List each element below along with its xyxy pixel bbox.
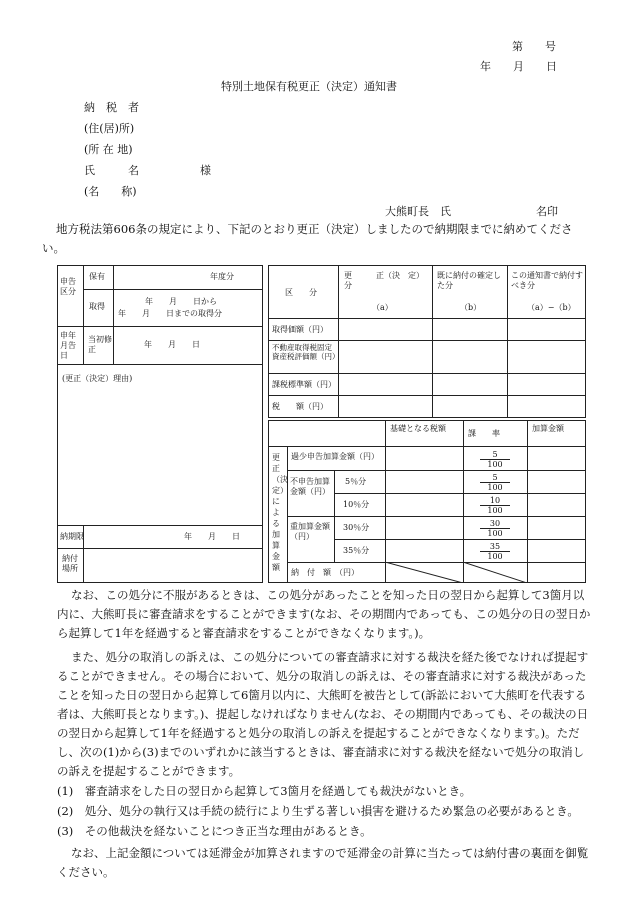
document-number: 第 号: [512, 40, 556, 53]
note-item-2: (2) 処分、処分の執行又は手続の続行により生ずる著しい損害を避けるため緊急の必要があるとき。: [57, 804, 579, 818]
declaration-type-label: 申告区分: [60, 277, 76, 296]
col-a-sub: （a）: [372, 303, 393, 312]
declared-date-label: 申年月告日: [60, 331, 76, 360]
under-declare-label: 過少申告加算金額（円）: [291, 452, 379, 461]
page-title: 特別土地保有税更正（決定）通知書: [221, 80, 397, 93]
location-label: (所 在 地): [84, 143, 133, 156]
issuer-mayor: 大熊町長 氏: [385, 205, 451, 218]
pct-30: 30％分: [343, 523, 370, 532]
col-c-sub: （a）−（b）: [527, 303, 576, 312]
penalty-table: [268, 420, 586, 583]
note-appeal: なお、この処分に不服があるときは、この処分があったことを知った日の翌日から起算して3箇月以内に、大熊町長に審査請求をすることができます(なお、その期間内であっても、この処分の日の翌日から起算して1年を経過すると審査請求をすることができなくなります。)。: [57, 588, 591, 640]
rate-fraction: $\frac{5}{100}$: [480, 450, 510, 469]
row-tax-amount: 税 額（円）: [272, 402, 328, 411]
side-label: 更正（決定）による加算金額: [272, 453, 288, 572]
initial-fix-label: 当初修正: [88, 335, 112, 354]
fiscal-year-label: 年度分: [210, 272, 234, 281]
honorific: 様: [200, 164, 211, 177]
row-assessed-value: 不動産取得税固定資産税評価額（円）: [272, 343, 340, 361]
col-a-header: 更 正（決 定）分: [344, 271, 424, 290]
col-c-header: この通知書で納付すべき分: [511, 271, 583, 290]
document-date: 年 月 日: [480, 60, 557, 73]
rate-fraction: $\frac{5}{100}$: [480, 473, 510, 492]
name-label: 氏 名: [84, 164, 139, 177]
pct-35: 35％分: [343, 546, 370, 555]
pay-place-label: 納付場所: [62, 554, 78, 573]
pay-amount-label: 納 付 額 （円）: [291, 568, 359, 577]
acquisition-to: 年 月 日までの取得分: [118, 309, 222, 318]
blank-diagonal: [385, 562, 527, 583]
non-declare-label: 不申告加算金額（円）: [290, 477, 330, 496]
rate-fraction: $\frac{35}{100}$: [480, 542, 510, 561]
holding-label: 保有: [89, 272, 105, 281]
row-tax-base: 課税標準額（円）: [272, 380, 336, 389]
col-b-sub: （b）: [460, 303, 482, 312]
col-rate-header: 課 率: [468, 429, 500, 438]
reason-label: (更正（決定）理由): [62, 374, 133, 383]
declared-date-value: 年 月 日: [144, 340, 200, 349]
col-base-header: 基礎となる税額: [390, 424, 446, 433]
corp-name-label: (名 称): [84, 185, 137, 198]
col-class-header: 区 分: [285, 288, 317, 297]
rate-fraction: $\frac{10}{100}$: [480, 496, 510, 515]
issuer-seal: 名印: [536, 205, 558, 218]
due-date-label: 納期限: [60, 532, 84, 541]
pct-10: 10％分: [343, 500, 370, 509]
col-b-header: 既に納付の確定した分: [437, 271, 501, 290]
acquisition-from: 年 月 日から: [145, 297, 217, 306]
residence-label: (住(居)所): [84, 122, 135, 135]
pct-5: 5％分: [345, 477, 367, 486]
acquisition-label: 取得: [89, 302, 105, 311]
row-acquisition-price: 取得価額（円）: [272, 325, 328, 334]
taxpayer-label: 納 税 者: [84, 101, 139, 114]
note-item-3: (3) その他裁決を経ないことにつき正当な理由があるとき。: [57, 824, 372, 838]
note-item-1: (1) 審査請求をした日の翌日から起算して3箇月を経過しても裁決がないとき。: [57, 784, 472, 798]
note-late-fee: なお、上記金額については延滞金が加算されますので延滞金の計算に当たっては納付書の裏面を御覧ください。: [57, 846, 589, 879]
col-add-header: 加算金額: [532, 424, 564, 433]
heavy-penalty-label: 重加算金額（円）: [290, 522, 330, 541]
rate-fraction: $\frac{30}{100}$: [480, 519, 510, 538]
intro-text: 地方税法第606条の規定により、下記のとおり更正（決定）しましたので納期限までに納めてください。: [42, 222, 573, 255]
note-lawsuit: また、処分の取消しの訴えは、この処分についての審査請求に対する裁決を経た後でなければ提起することができません。その場合において、処分の取消しの訴えは、その審査請求に対する裁決があったことを知った日の翌日から起算して6箇月以内に、大熊町を被告として(訴訟において大熊町を代表する者は、大熊町長となります。)、提起しなければなりません(なお、その期間内であっても、その裁決の日の翌日から起算して1年を経過すると処分の取消しの訴えを提起することができなくなります。)。ただし、次の(1)から(3)までのいずれかに該当するときは、審査請求に対する裁決を経ないで処分の取消しの訴えを提起することができます。: [57, 650, 589, 778]
due-date-value: 年 月 日: [184, 532, 240, 541]
